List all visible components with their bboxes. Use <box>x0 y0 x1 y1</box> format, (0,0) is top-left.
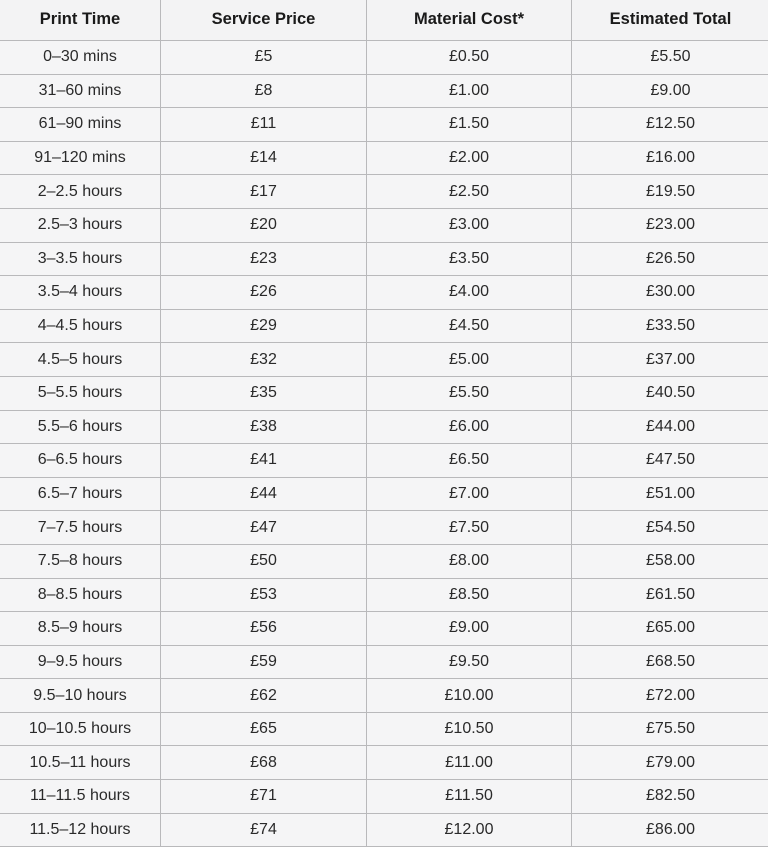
cell-service-price: £35 <box>161 376 367 410</box>
cell-estimated-total: £12.50 <box>572 108 768 142</box>
cell-print-time: 7–7.5 hours <box>0 511 161 545</box>
table-row <box>0 578 768 612</box>
cell-print-time: 11.5–12 hours <box>0 813 161 847</box>
cell-service-price: £74 <box>161 813 367 847</box>
cell-service-price: £20 <box>161 208 367 242</box>
cell-material-cost: £10.50 <box>367 712 572 746</box>
cell-estimated-total: £19.50 <box>572 175 768 209</box>
cell-print-time: 3–3.5 hours <box>0 242 161 276</box>
cell-print-time: 8–8.5 hours <box>0 578 161 612</box>
cell-print-time: 4.5–5 hours <box>0 343 161 377</box>
cell-service-price: £62 <box>161 679 367 713</box>
cell-print-time: 11–11.5 hours <box>0 780 161 814</box>
cell-estimated-total: £54.50 <box>572 511 768 545</box>
header-estimated-total: Estimated Total <box>572 0 768 41</box>
cell-material-cost: £11.00 <box>367 746 572 780</box>
cell-material-cost: £11.50 <box>367 780 572 814</box>
cell-print-time: 6–6.5 hours <box>0 444 161 478</box>
table-row <box>0 141 768 175</box>
cell-estimated-total: £37.00 <box>572 343 768 377</box>
cell-service-price: £17 <box>161 175 367 209</box>
table-row <box>0 208 768 242</box>
cell-estimated-total: £30.00 <box>572 276 768 310</box>
cell-estimated-total: £40.50 <box>572 376 768 410</box>
table-row <box>0 712 768 746</box>
cell-service-price: £26 <box>161 276 367 310</box>
cell-material-cost: £6.50 <box>367 444 572 478</box>
table-row <box>0 41 768 75</box>
table-row <box>0 410 768 444</box>
cell-print-time: 61–90 mins <box>0 108 161 142</box>
cell-material-cost: £1.00 <box>367 74 572 108</box>
cell-estimated-total: £68.50 <box>572 645 768 679</box>
cell-material-cost: £10.00 <box>367 679 572 713</box>
cell-service-price: £5 <box>161 41 367 75</box>
cell-print-time: 8.5–9 hours <box>0 612 161 646</box>
cell-estimated-total: £58.00 <box>572 544 768 578</box>
cell-estimated-total: £65.00 <box>572 612 768 646</box>
cell-estimated-total: £26.50 <box>572 242 768 276</box>
table-row <box>0 309 768 343</box>
cell-service-price: £38 <box>161 410 367 444</box>
table-row <box>0 343 768 377</box>
cell-estimated-total: £44.00 <box>572 410 768 444</box>
cell-print-time: 9.5–10 hours <box>0 679 161 713</box>
table-row <box>0 74 768 108</box>
table-row <box>0 511 768 545</box>
cell-estimated-total: £72.00 <box>572 679 768 713</box>
cell-print-time: 9–9.5 hours <box>0 645 161 679</box>
cell-print-time: 31–60 mins <box>0 74 161 108</box>
cell-material-cost: £4.00 <box>367 276 572 310</box>
cell-material-cost: £3.50 <box>367 242 572 276</box>
cell-material-cost: £7.00 <box>367 477 572 511</box>
cell-estimated-total: £79.00 <box>572 746 768 780</box>
cell-material-cost: £8.50 <box>367 578 572 612</box>
cell-service-price: £44 <box>161 477 367 511</box>
table-row <box>0 175 768 209</box>
table-row <box>0 780 768 814</box>
cell-estimated-total: £47.50 <box>572 444 768 478</box>
cell-material-cost: £9.50 <box>367 645 572 679</box>
cell-print-time: 10.5–11 hours <box>0 746 161 780</box>
cell-material-cost: £4.50 <box>367 309 572 343</box>
header-service-price: Service Price <box>161 0 367 41</box>
cell-estimated-total: £9.00 <box>572 74 768 108</box>
cell-service-price: £50 <box>161 544 367 578</box>
cell-estimated-total: £16.00 <box>572 141 768 175</box>
table-row <box>0 477 768 511</box>
cell-estimated-total: £82.50 <box>572 780 768 814</box>
table-row <box>0 544 768 578</box>
cell-material-cost: £12.00 <box>367 813 572 847</box>
cell-print-time: 10–10.5 hours <box>0 712 161 746</box>
cell-print-time: 2–2.5 hours <box>0 175 161 209</box>
table-row <box>0 376 768 410</box>
table-row <box>0 242 768 276</box>
cell-print-time: 91–120 mins <box>0 141 161 175</box>
cell-material-cost: £8.00 <box>367 544 572 578</box>
cell-print-time: 5.5–6 hours <box>0 410 161 444</box>
cell-service-price: £23 <box>161 242 367 276</box>
table-row <box>0 108 768 142</box>
cell-service-price: £68 <box>161 746 367 780</box>
cell-service-price: £8 <box>161 74 367 108</box>
cell-estimated-total: £33.50 <box>572 309 768 343</box>
table-row <box>0 645 768 679</box>
table-body <box>0 41 768 847</box>
cell-material-cost: £2.50 <box>367 175 572 209</box>
cell-material-cost: £0.50 <box>367 41 572 75</box>
table-row <box>0 813 768 847</box>
table-row <box>0 612 768 646</box>
cell-service-price: £14 <box>161 141 367 175</box>
cell-service-price: £32 <box>161 343 367 377</box>
cell-service-price: £59 <box>161 645 367 679</box>
table-row <box>0 746 768 780</box>
table-header-row <box>0 0 768 41</box>
cell-print-time: 7.5–8 hours <box>0 544 161 578</box>
cell-estimated-total: £5.50 <box>572 41 768 75</box>
table-row <box>0 444 768 478</box>
cell-service-price: £56 <box>161 612 367 646</box>
cell-material-cost: £1.50 <box>367 108 572 142</box>
cell-material-cost: £2.00 <box>367 141 572 175</box>
cell-estimated-total: £23.00 <box>572 208 768 242</box>
cell-print-time: 5–5.5 hours <box>0 376 161 410</box>
cell-print-time: 0–30 mins <box>0 41 161 75</box>
cell-service-price: £29 <box>161 309 367 343</box>
cell-service-price: £47 <box>161 511 367 545</box>
cell-service-price: £53 <box>161 578 367 612</box>
cell-material-cost: £5.00 <box>367 343 572 377</box>
cell-service-price: £71 <box>161 780 367 814</box>
cell-estimated-total: £75.50 <box>572 712 768 746</box>
cell-print-time: 3.5–4 hours <box>0 276 161 310</box>
cell-material-cost: £6.00 <box>367 410 572 444</box>
cell-material-cost: £3.00 <box>367 208 572 242</box>
cell-estimated-total: £51.00 <box>572 477 768 511</box>
cell-print-time: 6.5–7 hours <box>0 477 161 511</box>
cell-material-cost: £5.50 <box>367 376 572 410</box>
cell-print-time: 2.5–3 hours <box>0 208 161 242</box>
cell-estimated-total: £61.50 <box>572 578 768 612</box>
cell-material-cost: £9.00 <box>367 612 572 646</box>
header-print-time: Print Time <box>0 0 161 41</box>
cell-print-time: 4–4.5 hours <box>0 309 161 343</box>
cell-service-price: £11 <box>161 108 367 142</box>
cell-service-price: £41 <box>161 444 367 478</box>
table-row <box>0 679 768 713</box>
cell-estimated-total: £86.00 <box>572 813 768 847</box>
cell-material-cost: £7.50 <box>367 511 572 545</box>
table-row <box>0 276 768 310</box>
cell-service-price: £65 <box>161 712 367 746</box>
header-material-cost: Material Cost* <box>367 0 572 41</box>
